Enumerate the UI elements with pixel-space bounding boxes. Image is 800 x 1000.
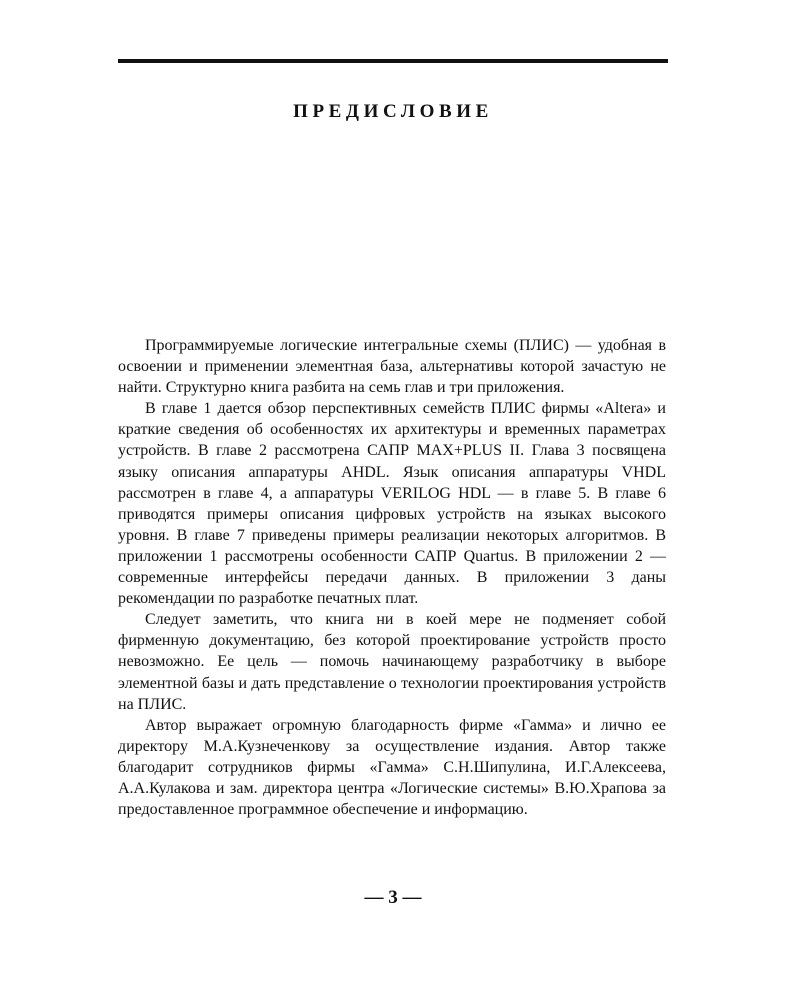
paragraph-intro: Программируемые логические интегральные схемы (ПЛИС) — удобная в освоении и применении элементная база, альтернативы которой зачастую не найти. Структурно книга разбита на семь глав и три приложения.	[118, 337, 666, 397]
header-rule	[118, 59, 668, 63]
paragraph-acknowledgements: Автор выражает огромную благодарность фирме «Гамма» и лично ее директору М.А.Кузнеченкову за осуществление издания. Автор также благодарит сотрудников фирмы «Гамма» С.Н.Шипулина, И.Г.Алексеева, А.А.Кулакова и зам. директора центра «Логические системы» В.Ю.Храпова за предоставленное программное обеспечение и информацию.	[118, 716, 666, 819]
paragraph-note: Следует заметить, что книга ни в коей мере не подменяет собой фирменную документацию, без которой проектирование устройств просто невозможно. Ее цель — помочь начинающему разработчику в выборе элементной базы и дать представление о технологии проектирования устройств на ПЛИС.	[118, 611, 666, 713]
page-title: ПРЕДИСЛОВИЕ	[293, 101, 493, 122]
body-text	[118, 335, 666, 820]
paragraph-chapters: В главе 1 дается обзор перспективных семейств ПЛИС фирмы «Altera» и краткие сведения об особенностях их архитектуры и временных параметрах устройств. В главе 2 рассмотрена САПР MAX+PLUS II. Глава 3 посвящена языку описания аппаратуры AHDL. Язык описания аппаратуры VHDL рассмотрен в главе 4, а аппаратуры VERILOG HDL — в главе 5. В главе 6 приводятся примеры описания цифровых устройств на языках высокого уровня. В главе 7 приведены примеры реализации некоторых алгоритмов. В приложении 1 рассмотрены особенности САПР Quartus. В приложении 2 — современные интерфейсы передачи данных. В приложении 3 даны рекомендации по разработке печатных плат.	[118, 400, 666, 608]
page-number: — 3 —	[364, 887, 422, 908]
